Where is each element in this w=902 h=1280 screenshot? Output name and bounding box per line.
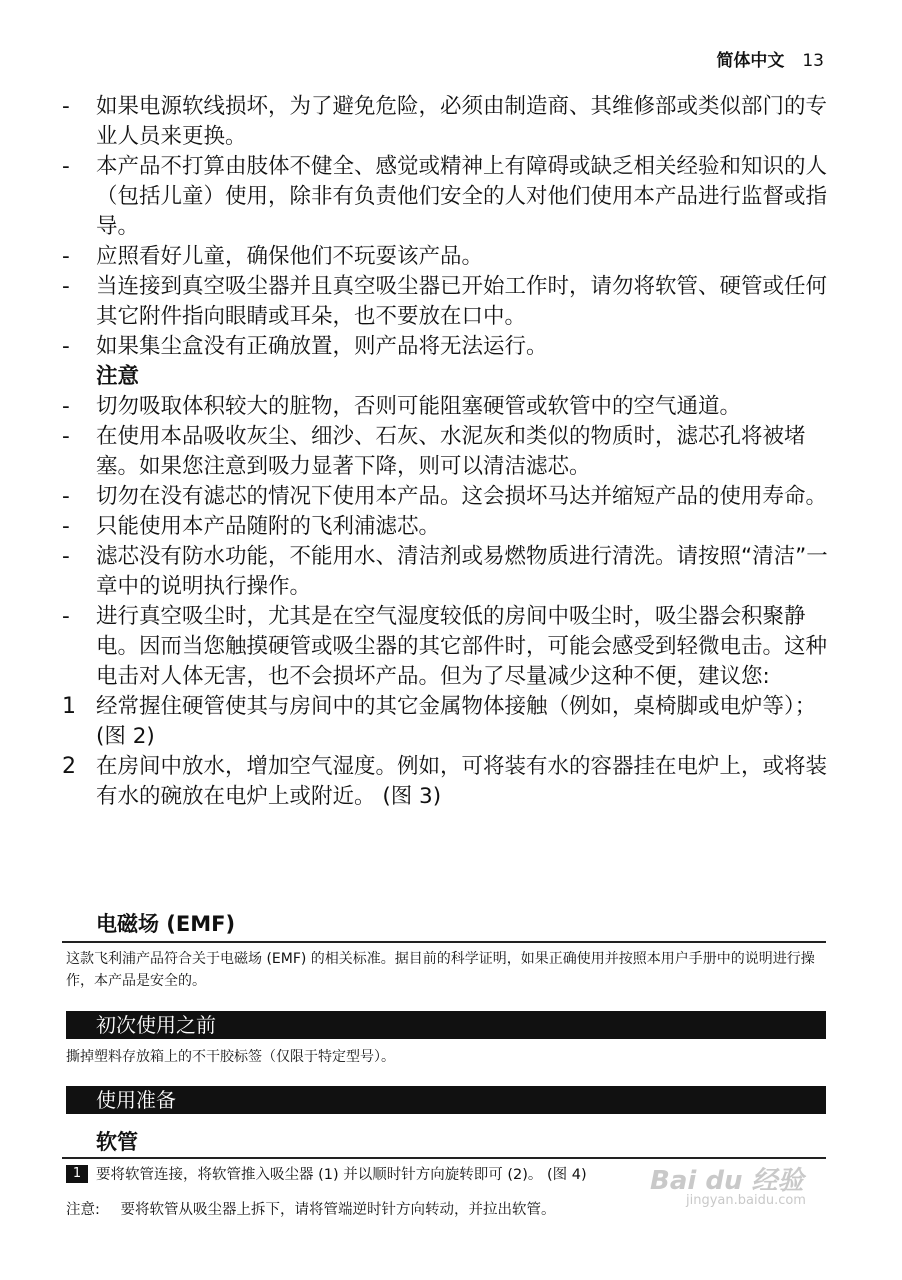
note-label: 注意: [66,1202,100,1218]
divider [62,1157,826,1159]
bullet-item [62,392,832,422]
item-text: 进行真空吸尘时，尤其是在空气湿度较低的房间中吸尘时，吸尘器会积聚静电。因而当您触摸硬管或吸尘器的其它部件时，可能会感受到轻微电击。这种电击对人体无害，也不会损坏产品。但为了尽量减少这种不便，建议您: [96,604,828,689]
watermark-brand: Bai du 经验 [650,1166,804,1196]
item-text: 本产品不打算由肢体不健全、感觉或精神上有障碍或缺乏相关经验和知识的人（包括儿童）使用，除非有负责他们安全的人对他们使用本产品进行监督或指导。 [96,154,828,239]
bullet-item [62,482,832,512]
item-text: 经常握住硬管使其与房间中的其它金属物体接触（例如，桌椅脚或电炉等）； (图 2) [96,694,817,749]
bullet-item [62,332,832,362]
item-marker [62,362,96,392]
item-text: 切勿吸取体积较大的脏物，否则可能阻塞硬管或软管中的空气通道。 [96,394,742,419]
item-marker: - [62,604,70,629]
item-text: 滤芯没有防水功能，不能用水、清洁剂或易燃物质进行清洗。请按照“清洁”一章中的说明执行操作。 [96,544,828,599]
bullet-item [62,152,832,242]
watermark-url: jingyan.baidu.com [686,1193,806,1208]
numbered-item [62,692,832,752]
item-text: 只能使用本产品随附的飞利浦滤芯。 [96,514,441,539]
item-marker: - [62,424,70,449]
note [66,1198,556,1219]
item-text: 如果电源软线损坏，为了避免危险，必须由制造商、其维修部或类似部门的专业人员来更换。 [96,94,828,149]
item-text: 在使用本品吸收灰尘、细沙、石灰、水泥灰和类似的物质时，滤芯孔将被堵塞。如果您注意到吸力显著下降，则可以清洁滤芯。 [96,424,806,479]
item-text: 如果集尘盒没有正确放置，则产品将无法运行。 [96,334,548,359]
item-marker: - [62,544,70,569]
bullet-item [62,242,832,272]
step-1 [66,1163,587,1184]
bullet-item [62,602,832,692]
item-marker: - [62,274,70,299]
item-marker: - [62,394,70,419]
bullet-item [62,422,832,482]
before-first-use-text: 撕掉塑料存放箱上的不干胶标签（仅限于特定型号）。 [66,1049,395,1065]
item-marker: - [62,244,70,269]
item-text: 在房间中放水，增加空气湿度。例如，可将装有水的容器挂在电炉上，或将装有水的碗放在电炉上或附近。 (图 3) [96,754,828,809]
safety-list [62,92,832,812]
bullet-item [62,92,832,152]
item-text: 切勿在没有滤芯的情况下使用本产品。这会损坏马达并缩短产品的使用寿命。 [96,484,828,509]
item-marker: - [62,514,70,539]
language-label: 简体中文 [716,51,785,71]
item-marker: - [62,154,70,179]
section-bar-before-first-use: 初次使用之前 [66,1011,826,1039]
note-text: 要将软管从吸尘器上拆下，请将管端逆时针方向转动，并拉出软管。 [120,1202,556,1218]
emf-text: 这款飞利浦产品符合关于电磁场 (EMF) 的相关标准。据目前的科学证明，如果正确使用并按照本用户手册中的说明进行操作，本产品是安全的。 [66,951,815,989]
note-heading [62,362,832,392]
step-text: 要将软管连接，将软管推入吸尘器 (1) 并以顺时针方向旋转即可 (2)。 (图 4) [96,1167,587,1183]
divider [62,941,826,943]
step-number-badge: 1 [66,1165,88,1183]
item-text: 当连接到真空吸尘器并且真空吸尘器已开始工作时，请勿将软管、硬管或任何其它附件指向眼睛或耳朵，也不要放在口中。 [96,274,828,329]
bullet-item [62,272,832,332]
bullet-item [62,542,832,602]
hose-heading: 软管 [96,1130,138,1154]
bullet-item [62,512,832,542]
item-marker: - [62,484,70,509]
item-text: 注意 [96,364,140,389]
item-marker: 1 [62,694,76,719]
item-text: 应照看好儿童，确保他们不玩耍该产品。 [96,244,484,269]
item-marker: - [62,334,70,359]
emf-heading: 电磁场 (EMF) [96,912,236,936]
page-header [716,46,824,71]
section-bar-preparing: 使用准备 [66,1086,826,1114]
baidu-watermark [650,1160,806,1208]
numbered-item [62,752,832,812]
page-number: 13 [802,51,824,71]
item-marker: - [62,94,70,119]
item-marker: 2 [62,754,76,779]
